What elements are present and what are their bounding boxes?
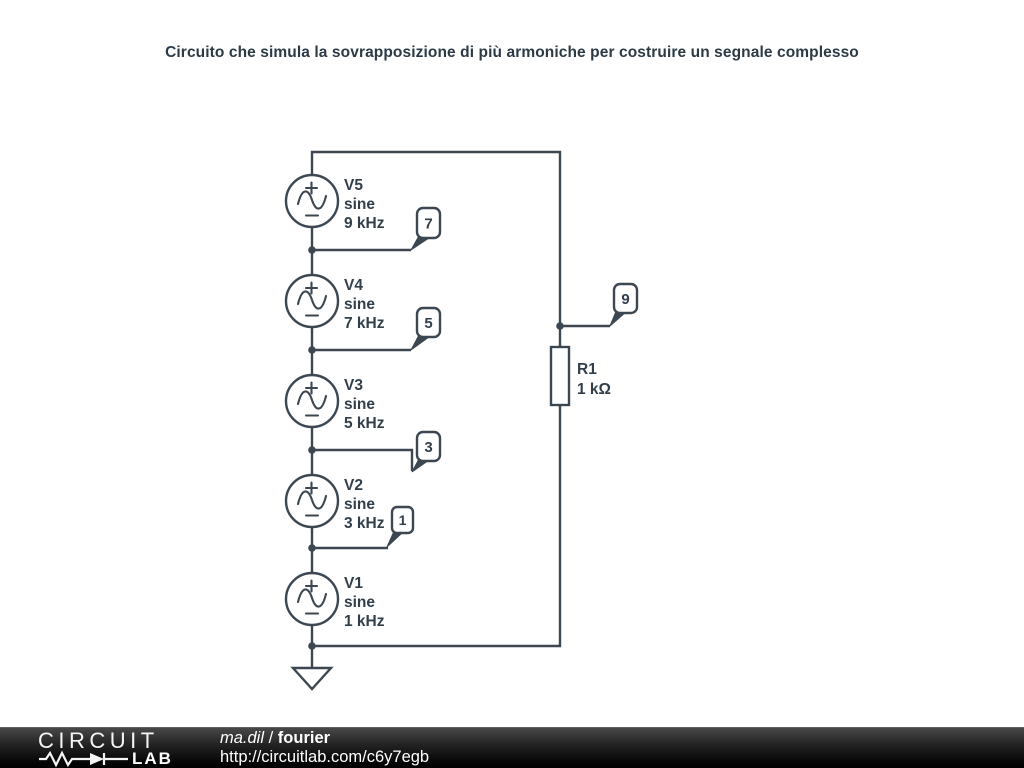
- source-name: V1: [344, 575, 363, 592]
- source-waveform: sine: [344, 594, 376, 611]
- resistor-body: [551, 347, 569, 405]
- voltage-source-v4: [286, 275, 385, 332]
- source-name: V5: [344, 177, 363, 194]
- source-frequency: 3 kHz: [344, 515, 385, 532]
- resistor-diode-icon: [38, 750, 130, 768]
- source-name: V3: [344, 377, 363, 394]
- footer-bar: [0, 727, 1024, 768]
- junction-dot: [308, 446, 316, 454]
- logo-bottom-row: [38, 751, 208, 766]
- source-frequency: 9 kHz: [344, 215, 385, 232]
- junction-dot: [308, 642, 316, 650]
- source-frequency: 1 kHz: [344, 613, 385, 630]
- flag-label: 1: [398, 512, 407, 528]
- logo-lab-text: LAB: [132, 749, 173, 768]
- circuitlab-logo: [38, 730, 208, 766]
- schematic-title: Circuito che simula la sovrapposizione di più armoniche per costruire un segnale complesso: [165, 44, 859, 61]
- flag-label: 3: [424, 439, 433, 456]
- node-flag-9: [610, 284, 637, 326]
- author-project-line: [220, 729, 429, 748]
- footer-meta: [220, 729, 429, 767]
- source-waveform: sine: [344, 296, 376, 313]
- node-flag-7: [411, 208, 440, 250]
- author-name: ma.dil: [220, 729, 265, 747]
- source-name: V2: [344, 477, 363, 494]
- node-flag-3: [412, 432, 440, 472]
- voltage-source-v2: [286, 475, 385, 532]
- source-waveform: sine: [344, 496, 376, 513]
- source-frequency: 7 kHz: [344, 315, 385, 332]
- flag-label: 5: [424, 315, 433, 332]
- source-waveform: sine: [344, 196, 376, 213]
- ground-icon: [293, 668, 331, 689]
- junction-dot: [308, 346, 316, 354]
- flag-label: 7: [424, 215, 433, 233]
- node-flag-5: [411, 308, 440, 350]
- wire: [312, 450, 412, 471]
- resistor-r1: [551, 347, 611, 405]
- node-flag-1: [387, 507, 413, 547]
- voltage-source-v1: [286, 573, 385, 630]
- project-name: fourier: [277, 729, 331, 747]
- logo-circuit-text: CIRCUIT: [38, 728, 159, 753]
- ground-triangle: [293, 668, 331, 689]
- source-name: V4: [344, 277, 363, 294]
- share-url[interactable]: http://circuitlab.com/c6y7egb: [220, 748, 430, 766]
- source-waveform: sine: [344, 396, 376, 413]
- resistor-value: 1 kΩ: [577, 381, 611, 398]
- resistor-name: R1: [577, 361, 597, 378]
- junction-dot: [308, 544, 316, 552]
- source-frequency: 5 kHz: [344, 415, 385, 432]
- junction-dot: [556, 322, 564, 330]
- junction-dot: [308, 246, 316, 254]
- voltage-source-v3: [286, 375, 385, 432]
- voltage-source-v5: [286, 175, 385, 232]
- flag-label: 9: [621, 291, 630, 308]
- separator: /: [268, 729, 274, 747]
